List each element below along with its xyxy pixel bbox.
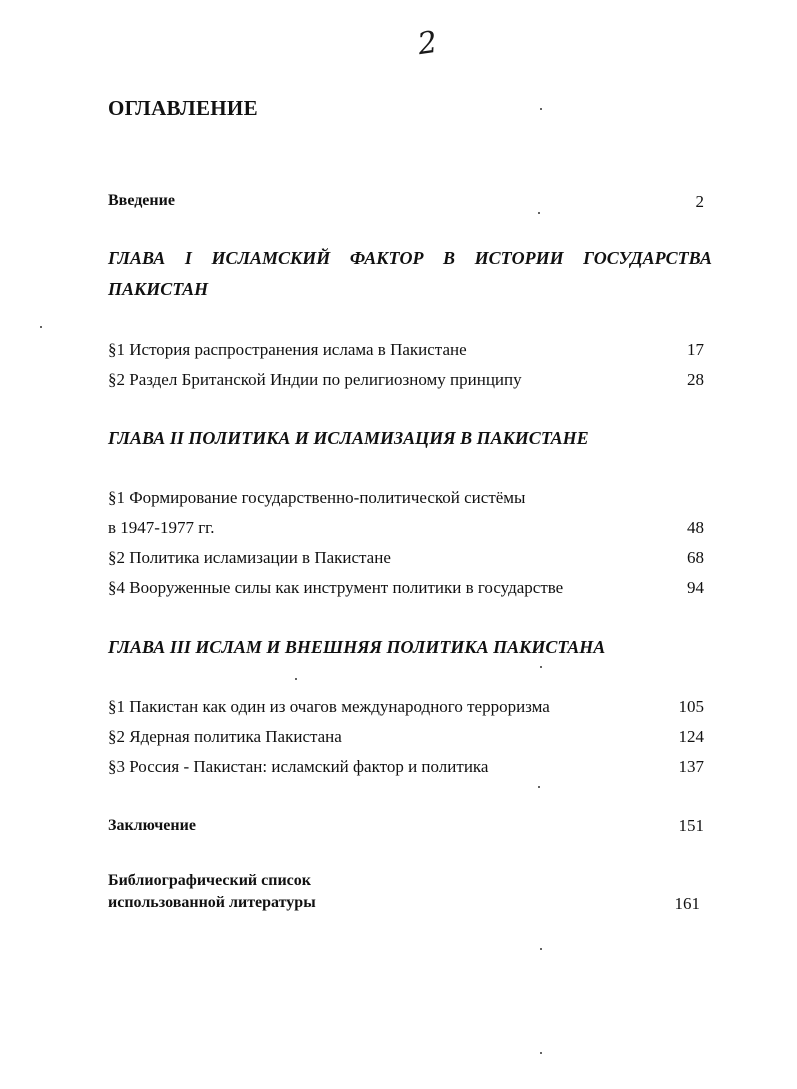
- toc-page-introduction: 2: [695, 192, 704, 211]
- toc-page-ch1-s2: 28: [687, 370, 704, 389]
- toc-entry-ch2-s2: §2 Политика исламизации в Пакистане: [108, 548, 391, 567]
- scan-speck: [40, 326, 42, 328]
- toc-entry-bibliography-line1: Библиографический список: [108, 872, 311, 889]
- chapter-1-title-line1: ГЛАВА I ИСЛАМСКИЙ ФАКТОР В ИСТОРИИ ГОСУДАРСТВА: [108, 248, 712, 268]
- chapter-2-title: ГЛАВА II ПОЛИТИКА И ИСЛАМИЗАЦИЯ В ПАКИСТАНЕ: [108, 428, 589, 448]
- scan-speck: [540, 1052, 542, 1054]
- toc-entry-bibliography-line2: использованной литературы: [108, 894, 316, 911]
- toc-entry-ch1-s2: §2 Раздел Британской Индии по религиозному принципу: [108, 370, 522, 389]
- toc-page-ch2-s2: 68: [687, 548, 704, 567]
- toc-entry-ch1-s1: §1 История распространения ислама в Пакистане: [108, 340, 467, 359]
- toc-page-ch3-s2: 124: [678, 727, 704, 746]
- toc-entry-ch2-s1-line2: в 1947-1977 гг.: [108, 518, 215, 537]
- scan-speck: [540, 948, 542, 950]
- toc-page-ch1-s1: 17: [687, 340, 704, 359]
- chapter-1-title-line2: ПАКИСТАН: [108, 279, 209, 299]
- toc-page-bibliography: 161: [674, 894, 700, 913]
- toc-entry-conclusion: Заключение: [108, 817, 196, 834]
- toc-entry-ch3-s1: §1 Пакистан как один из очагов международного терроризма: [108, 697, 550, 716]
- toc-entry-ch2-s4: §4 Вооруженные силы как инструмент политики в государстве: [108, 578, 564, 597]
- toc-entry-introduction: Введение: [108, 192, 175, 209]
- scan-speck: [540, 108, 542, 110]
- toc-entry-ch3-s3: §3 Россия - Пакистан: исламский фактор и политика: [108, 757, 489, 776]
- toc-page-ch2-s4: 94: [687, 578, 704, 597]
- scan-speck: [540, 666, 542, 668]
- toc-entry-ch2-s1-line1: §1 Формирование государственно-политической систёмы: [108, 488, 526, 507]
- toc-page-ch3-s3: 137: [678, 757, 704, 776]
- scan-speck: [295, 678, 297, 680]
- toc-entry-ch3-s2: §2 Ядерная политика Пакистана: [108, 727, 342, 746]
- toc-page-conclusion: 151: [678, 816, 704, 835]
- scan-speck: [538, 212, 540, 214]
- chapter-3-title: ГЛАВА III ИСЛАМ И ВНЕШНЯЯ ПОЛИТИКА ПАКИСТАНА: [108, 637, 606, 657]
- page-title: ОГЛАВЛЕНИЕ: [108, 96, 258, 120]
- handwritten-page-number: 2: [415, 24, 440, 63]
- toc-page-ch3-s1: 105: [678, 697, 704, 716]
- toc-page-ch2-s1: 48: [687, 518, 704, 537]
- scan-speck: [538, 786, 540, 788]
